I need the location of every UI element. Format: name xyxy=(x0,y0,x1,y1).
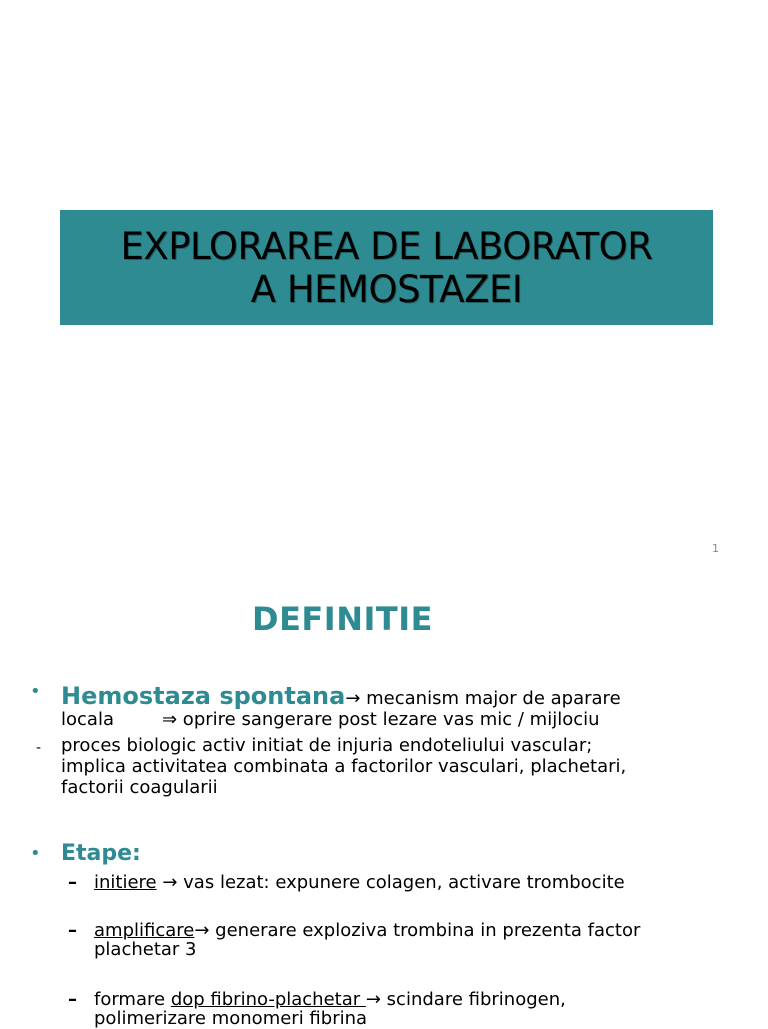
step3-line1 xyxy=(94,990,566,1010)
step2-text: generare exploziva trombina in prezenta factor xyxy=(209,920,641,941)
title-line-2: A HEMOSTAZEI xyxy=(250,267,523,311)
step1-term: initiere xyxy=(94,872,157,893)
item1-text1: mecanism major de aparare xyxy=(360,688,621,709)
step1-text: vas lezat: expunere colagen, activare trombocite xyxy=(183,872,625,893)
step1-line xyxy=(94,873,625,893)
item2-line2: implica activitatea combinata a factorilor vasculari, plachetari, xyxy=(61,756,627,777)
arrow-icon: → xyxy=(156,872,184,893)
item1-line1 xyxy=(61,682,621,710)
step3-prefix: formare xyxy=(94,989,171,1010)
etape-label: Etape: xyxy=(61,841,141,866)
item1-line2 xyxy=(61,710,600,730)
item2-line1: proces biologic activ initiat de injuria endoteliului vascular; xyxy=(61,735,593,756)
bullet-icon: • xyxy=(30,681,41,702)
dash-icon: – xyxy=(68,920,77,941)
arrow-icon: → xyxy=(365,989,381,1010)
item1-text2-start: locala xyxy=(61,709,114,730)
step2-line2: plachetar 3 xyxy=(94,939,197,960)
title-line-1: EXPLORAREA DE LABORATOR xyxy=(120,224,653,268)
step2-term: amplificare xyxy=(94,920,195,941)
arrow-icon: → xyxy=(194,920,210,941)
dash-icon: – xyxy=(68,989,77,1010)
definition-slide xyxy=(0,576,768,1029)
bullet-icon: • xyxy=(30,843,41,864)
item1-text2-end: oprire sangerare post lezare vas mic / mijlociu xyxy=(177,709,600,730)
step3-term: dop fibrino-plachetar xyxy=(170,989,366,1010)
item1-lead: Hemostaza spontana xyxy=(61,682,346,710)
etape-label-row xyxy=(61,841,141,866)
title-banner xyxy=(60,210,713,325)
step3-text: scindare fibrinogen, xyxy=(380,989,566,1010)
arrow-icon: → xyxy=(345,688,361,709)
page-number: 1 xyxy=(712,542,719,555)
step2-line1 xyxy=(94,921,640,941)
dash-icon: – xyxy=(68,872,77,893)
step3-line2: polimerizare monomeri fibrina xyxy=(94,1008,368,1029)
dash-marker: - xyxy=(36,740,42,756)
double-arrow-icon: ⇒ xyxy=(161,709,178,730)
slide-heading: DEFINITIE xyxy=(252,600,433,638)
item2-line3: factorii coagularii xyxy=(61,777,218,798)
